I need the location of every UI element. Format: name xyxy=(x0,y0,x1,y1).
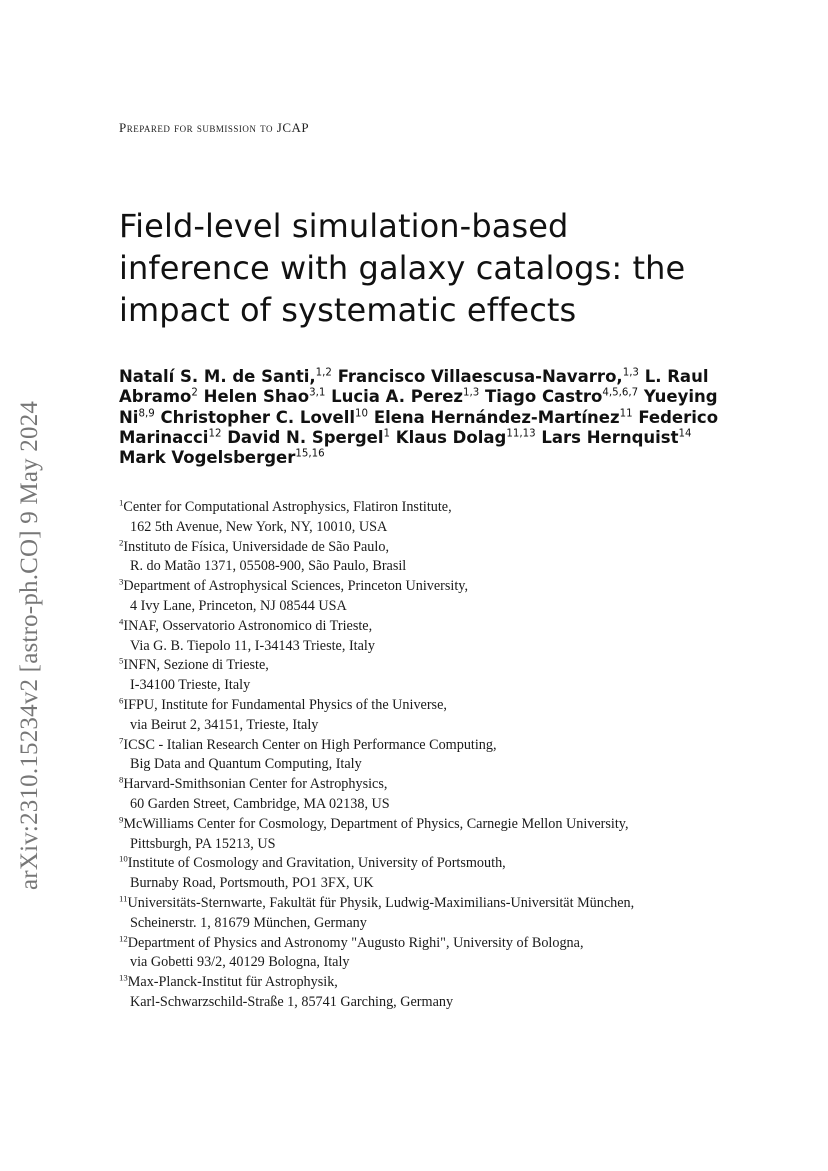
affiliation-institution: ICSC - Italian Research Center on High Performance Computing, xyxy=(123,736,497,753)
affiliation-entry xyxy=(119,577,759,617)
author-affiliation-marker: 2 xyxy=(191,387,198,399)
affiliation-number: 5 xyxy=(119,655,124,666)
paper-title xyxy=(119,205,759,331)
affiliation-entry xyxy=(119,854,759,894)
affiliation-number: 6 xyxy=(119,695,124,706)
affiliation-institution: Instituto de Física, Universidade de São Paulo, xyxy=(123,538,389,555)
author-affiliation-marker: 11,13 xyxy=(506,428,536,440)
author-name: Klaus Dolag xyxy=(395,427,507,447)
affiliation-institution: Department of Astrophysical Sciences, Princeton University, xyxy=(123,578,469,595)
title-line-2: inference with galaxy catalogs: the xyxy=(119,249,686,287)
title-line-3: impact of systematic effects xyxy=(119,291,577,329)
arxiv-identifier-stamp: arXiv:2310.15234v2 [astro-ph.CO] 9 May 2024 xyxy=(16,400,43,890)
affiliation-address: Pittsburgh, PA 15213, US xyxy=(130,835,276,852)
author-affiliation-marker: 11 xyxy=(619,407,633,419)
affiliation-address: 60 Garden Street, Cambridge, MA 02138, US xyxy=(130,795,390,812)
author-name: Lars Hernquist xyxy=(541,427,679,447)
affiliation-number: 7 xyxy=(119,734,124,745)
affiliation-entry xyxy=(119,656,759,696)
author-list xyxy=(119,367,719,468)
affiliation-address: Big Data and Quantum Computing, Italy xyxy=(130,756,362,773)
author-affiliation-marker: 10 xyxy=(355,407,369,419)
affiliation-institution: Max-Planck-Institut für Astrophysik, xyxy=(127,974,338,991)
author-entry xyxy=(485,387,638,406)
affiliation-address: I-34100 Trieste, Italy xyxy=(130,677,251,694)
affiliation-institution: Institute of Cosmology and Gravitation, University of Portsmouth, xyxy=(127,855,506,872)
author-name: L. Raul Abramo xyxy=(119,367,709,407)
affiliation-institution: Center for Computational Astrophysics, Flatiron Institute, xyxy=(123,499,452,515)
affiliation-institution: Harvard-Smithsonian Center for Astrophysics, xyxy=(123,776,388,793)
author-name: Christopher C. Lovell xyxy=(160,407,356,427)
author-affiliation-marker: 12 xyxy=(208,428,222,440)
affiliation-institution: Department of Physics and Astronomy "Augusto Righi", University of Bologna, xyxy=(127,934,584,951)
author-name: Tiago Castro xyxy=(485,387,603,407)
affiliation-entry xyxy=(119,934,759,974)
affiliation-institution: IFPU, Institute for Fundamental Physics of the Universe, xyxy=(123,696,447,713)
author-name: David N. Spergel xyxy=(227,427,384,447)
author-entry xyxy=(119,448,325,467)
affiliation-number: 1 xyxy=(119,497,124,508)
author-name: Helen Shao xyxy=(203,387,310,407)
affiliation-institution: McWilliams Center for Cosmology, Department of Physics, Carnegie Mellon University, xyxy=(123,815,629,832)
journal-preparation-note: Prepared for submission to JCAP xyxy=(119,120,310,135)
author-name: Yueying Ni xyxy=(119,387,718,427)
affiliation-address: via Beirut 2, 34151, Trieste, Italy xyxy=(130,716,319,733)
affiliation-entry xyxy=(119,538,759,578)
affiliation-number: 2 xyxy=(119,536,124,547)
affiliation-entry xyxy=(119,775,759,815)
affiliation-number: 4 xyxy=(119,616,124,627)
affiliation-address: Scheinerstr. 1, 81679 München, Germany xyxy=(130,914,367,931)
author-name: Elena Hernández-Martínez xyxy=(373,407,620,427)
affiliation-address: via Gobetti 93/2, 40129 Bologna, Italy xyxy=(130,954,350,971)
author-name: Lucia A. Perez xyxy=(331,387,463,407)
author-entry xyxy=(227,428,390,447)
author-name: Natalí S. M. de Santi, xyxy=(119,367,316,386)
affiliation-address: R. do Matão 1371, 05508-900, São Paulo, Brasil xyxy=(130,558,407,575)
affiliation-number: 13 xyxy=(119,972,128,983)
affiliation-entry xyxy=(119,894,759,934)
author-entry xyxy=(338,367,639,386)
author-affiliation-marker: 14 xyxy=(678,428,692,440)
author-affiliation-marker: 1 xyxy=(383,428,391,440)
title-line-1: Field-level simulation-based xyxy=(119,207,569,245)
author-affiliation-marker: 1,3 xyxy=(622,367,639,379)
author-entry xyxy=(374,408,633,427)
author-name: Francisco Villaescusa-Navarro, xyxy=(337,367,623,386)
author-affiliation-marker: 1,3 xyxy=(463,387,480,399)
author-affiliation-marker: 8,9 xyxy=(138,407,155,419)
author-affiliation-marker: 1,2 xyxy=(315,367,332,379)
affiliation-number: 11 xyxy=(119,893,128,904)
affiliation-address: 162 5th Avenue, New York, NY, 10010, USA xyxy=(130,518,388,535)
author-affiliation-marker: 3,1 xyxy=(309,387,326,399)
author-name: Federico Marinacci xyxy=(119,407,719,447)
affiliation-entry xyxy=(119,736,759,776)
affiliation-entry xyxy=(119,617,759,657)
affiliation-entry xyxy=(119,815,759,855)
author-affiliation-marker: 15,16 xyxy=(295,448,325,460)
author-entry xyxy=(204,387,326,406)
affiliation-institution: INFN, Sezione di Trieste, xyxy=(123,657,269,674)
affiliation-address: Via G. B. Tiepolo 11, I-34143 Trieste, Italy xyxy=(130,637,375,654)
affiliation-number: 8 xyxy=(119,774,124,785)
affiliation-entry xyxy=(119,498,759,538)
affiliation-number: 12 xyxy=(119,932,128,943)
affiliation-address: Burnaby Road, Portsmouth, PO1 3FX, UK xyxy=(130,875,374,892)
author-entry xyxy=(160,408,368,427)
affiliation-address: 4 Ivy Lane, Princeton, NJ 08544 USA xyxy=(130,597,347,614)
author-affiliation-marker: 4,5,6,7 xyxy=(602,387,639,399)
author-entry xyxy=(331,387,479,406)
author-entry xyxy=(396,428,536,447)
affiliation-number: 10 xyxy=(119,853,128,864)
author-entry xyxy=(541,428,691,447)
affiliation-address: Karl-Schwarzschild-Straße 1, 85741 Garching, Germany xyxy=(130,993,454,1010)
affiliation-institution: INAF, Osservatorio Astronomico di Trieste, xyxy=(123,617,373,634)
author-name: Mark Vogelsberger xyxy=(119,448,296,468)
affiliation-list xyxy=(119,498,759,1013)
affiliation-entry xyxy=(119,696,759,736)
affiliation-entry xyxy=(119,973,759,1013)
affiliation-number: 3 xyxy=(119,576,124,587)
affiliation-number: 9 xyxy=(119,814,124,825)
affiliation-institution: Universitäts-Sternwarte, Fakultät für Physik, Ludwig-Maximilians-Universität München, xyxy=(127,894,635,911)
author-entry xyxy=(119,367,332,386)
